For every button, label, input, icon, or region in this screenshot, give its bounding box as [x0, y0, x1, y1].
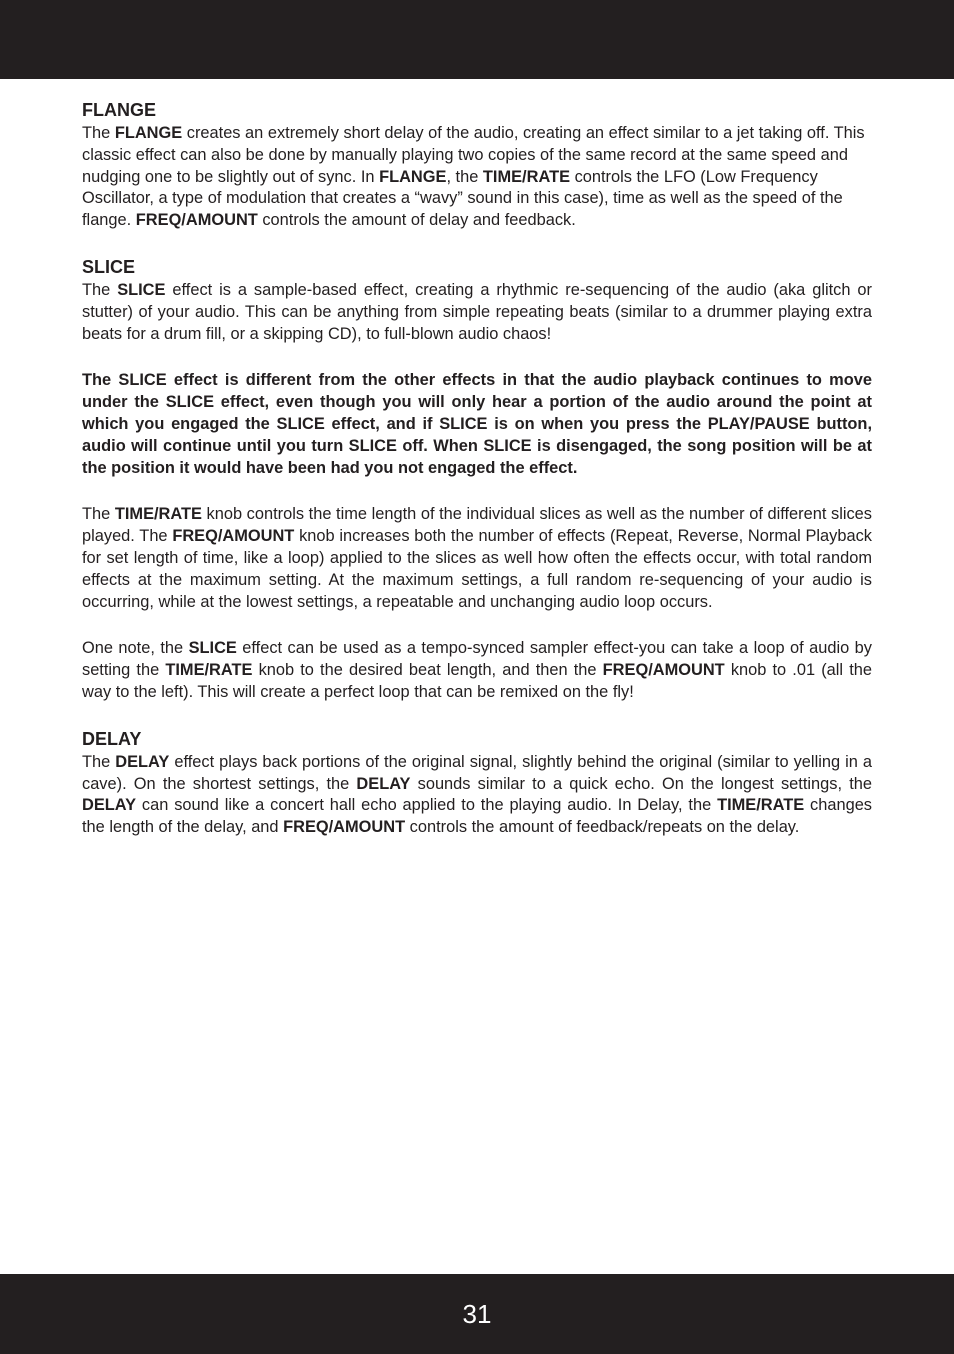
slice-note-paragraph: The SLICE effect is different from the other effects in that the audio playback continues to move under the SLICE effect, even though you will only hear a portion of the audio around the point at which you engaged the SLICE effect, and if SLICE is on when you press the PLAY/PAUSE button, audio will continue until you turn SLICE off. When SLICE is disengaged, the song position will be at the position it would have been had you not engaged the effect.: [82, 371, 872, 477]
header-bar: [0, 0, 954, 79]
delay-heading: DELAY: [82, 728, 142, 749]
manual-content: [82, 97, 872, 839]
slice-tip-paragraph: One note, the SLICE effect can be used as a tempo-synced sampler effect-you can take a loop of audio by setting the TIME/RATE knob to the desired beat length, and then the FREQ/AMOUNT knob to .01 (all the way to the left). This will create a perfect loop that can be remixed on the fly!: [82, 639, 872, 701]
delay-paragraph: The DELAY effect plays back portions of the original signal, slightly behind the original (similar to yelling in a cave). On the shortest settings, the DELAY sounds similar to a quick echo. On the longest settings, the DELAY can sound like a concert hall echo applied to the playing audio. In Delay, the TIME/RATE changes the length of the delay, and FREQ/AMOUNT controls the amount of feedback/repeats on the delay.: [82, 752, 873, 837]
slice-controls-paragraph: The TIME/RATE knob controls the time length of the individual slices as well as the number of different slices played. The FREQ/AMOUNT knob increases both the number of effects (Repeat, Reverse, Normal Playback for set length of time, like a loop) applied to the slices as well how often the effects occur, with total random effects at the maximum setting. At the maximum settings, a full random re-sequencing of your audio is occurring, while at the lowest settings, a repeatable and unchanging audio loop occurs.: [82, 505, 872, 611]
delay-section: [82, 726, 872, 839]
flange-paragraph: The FLANGE creates an extremely short delay of the audio, creating an effect similar to a jet taking off. This classic effect can also be done by manually playing two copies of the same record at the same speed and nudging one to be slightly out of sync. In FLANGE, the TIME/RATE controls the LFO (Low Frequency Oscillator, a type of modulation that creates a “wavy” sound in this case), time as well as the speed of the flange. FREQ/AMOUNT controls the amount of delay and feedback.: [82, 124, 865, 230]
flange-heading: FLANGE: [82, 100, 156, 120]
flange-section: [82, 97, 872, 232]
slice-heading: SLICE: [82, 256, 136, 277]
page-number: 31: [462, 1299, 492, 1329]
slice-section: [82, 254, 872, 704]
slice-intro-paragraph: The SLICE effect is a sample-based effect, creating a rhythmic re-sequencing of the audio (aka glitch or stutter) of your audio. This can be anything from simple repeating beats (similar to a drummer playing extra beats for a drum fill, or a skipping CD), to full-blown audio chaos!: [82, 280, 872, 343]
